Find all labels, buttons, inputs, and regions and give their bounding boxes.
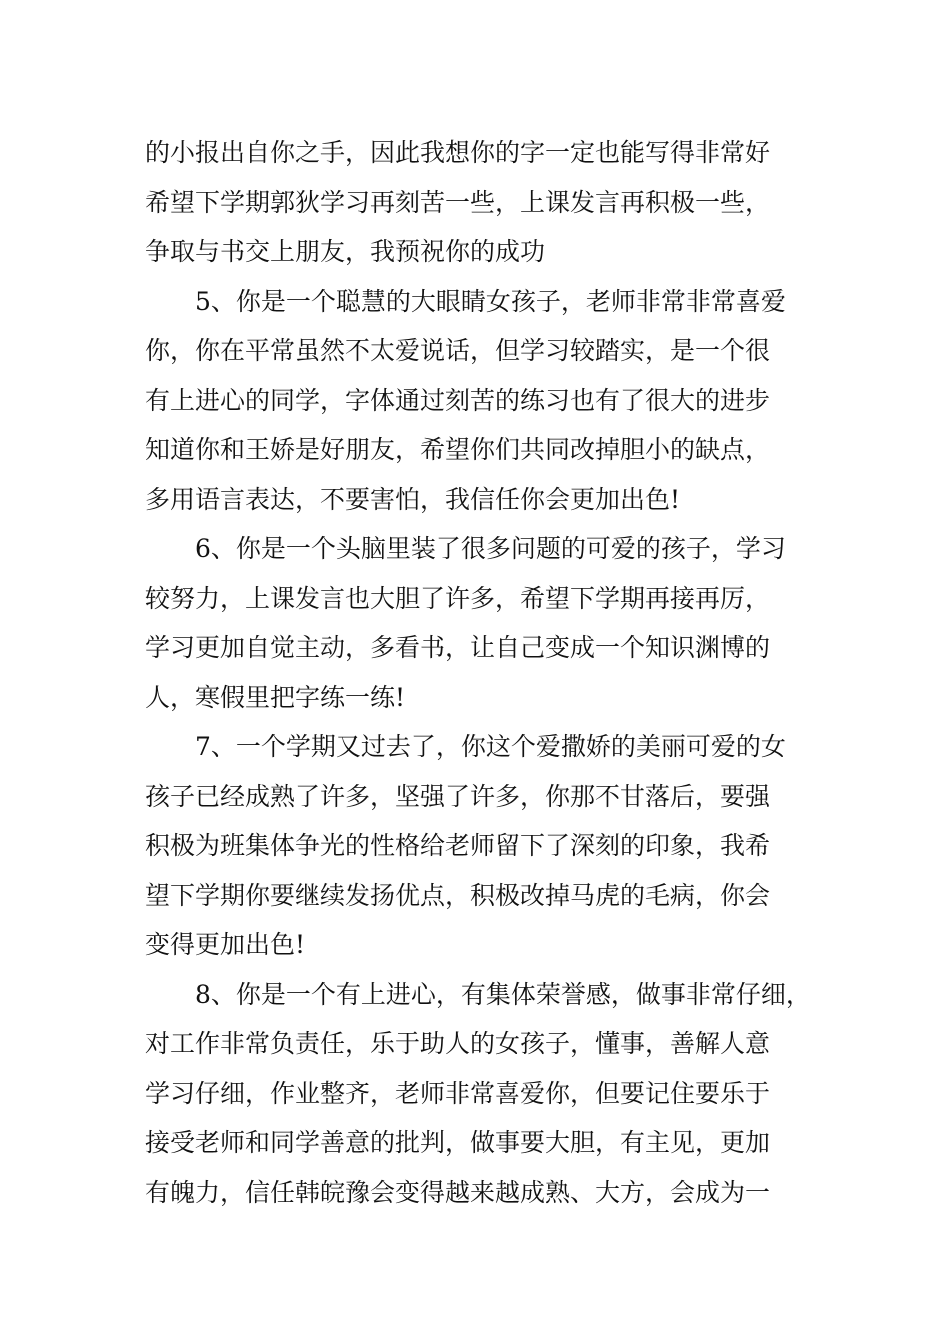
text-line: 变得更加出色! xyxy=(145,930,306,959)
paragraph-start-line: 7、一个学期又过去了，你这个爱撒娇的美丽可爱的女 xyxy=(195,732,786,761)
text-line: 知道你和王娇是好朋友，希望你们共同改掉胆小的缺点， xyxy=(145,435,771,464)
text-line: 积极为班集体争光的性格给老师留下了深刻的印象，我希 xyxy=(145,831,771,860)
text-line: 学习仔细，作业整齐，老师非常喜爱你，但要记住要乐于 xyxy=(145,1078,771,1108)
document-body xyxy=(145,128,845,1217)
text-line: 对工作非常负责任，乐于助人的女孩子，懂事，善解人意 xyxy=(145,1029,771,1058)
text-line: 有上进心的同学，字体通过刻苦的练习也有了很大的进步 xyxy=(145,385,771,415)
text-line: 较努力，上课发言也大胆了许多，希望下学期再接再厉， xyxy=(145,583,771,613)
text-line: 希望下学期郭狄学习再刻苦一些，上课发言再积极一些， xyxy=(145,187,771,217)
paragraph-start-line: 8、你是一个有上进心，有集体荣誉感，做事非常仔细， xyxy=(195,979,811,1009)
text-line: 人，寒假里把字练一练! xyxy=(145,682,406,712)
text-line: 争取与书交上朋友，我预祝你的成功 xyxy=(145,237,546,266)
text-line: 学习更加自觉主动，多看书，让自己变成一个知识渊博的 xyxy=(145,633,771,662)
text-line: 有魄力，信任韩皖豫会变得越来越成熟、大方，会成为一 xyxy=(145,1177,771,1207)
text-line: 接受老师和同学善意的批判，做事要大胆，有主见，更加 xyxy=(145,1128,771,1157)
paragraph-start-line: 5、你是一个聪慧的大眼睛女孩子，老师非常非常喜爱 xyxy=(195,286,786,316)
text-line: 孩子已经成熟了许多，坚强了许多，你那不甘落后，要强 xyxy=(145,781,771,811)
text-line: 的小报出自你之手，因此我想你的字一定也能写得非常好 xyxy=(145,138,771,167)
text-line: 你，你在平常虽然不太爱说话，但学习较踏实，是一个很 xyxy=(145,336,771,365)
text-line: 望下学期你要继续发扬优点，积极改掉马虎的毛病，你会 xyxy=(145,880,771,910)
text-line: 多用语言表达，不要害怕，我信任你会更加出色! xyxy=(145,484,681,514)
paragraph-start-line: 6、你是一个头脑里装了很多问题的可爱的孩子，学习 xyxy=(195,534,786,563)
